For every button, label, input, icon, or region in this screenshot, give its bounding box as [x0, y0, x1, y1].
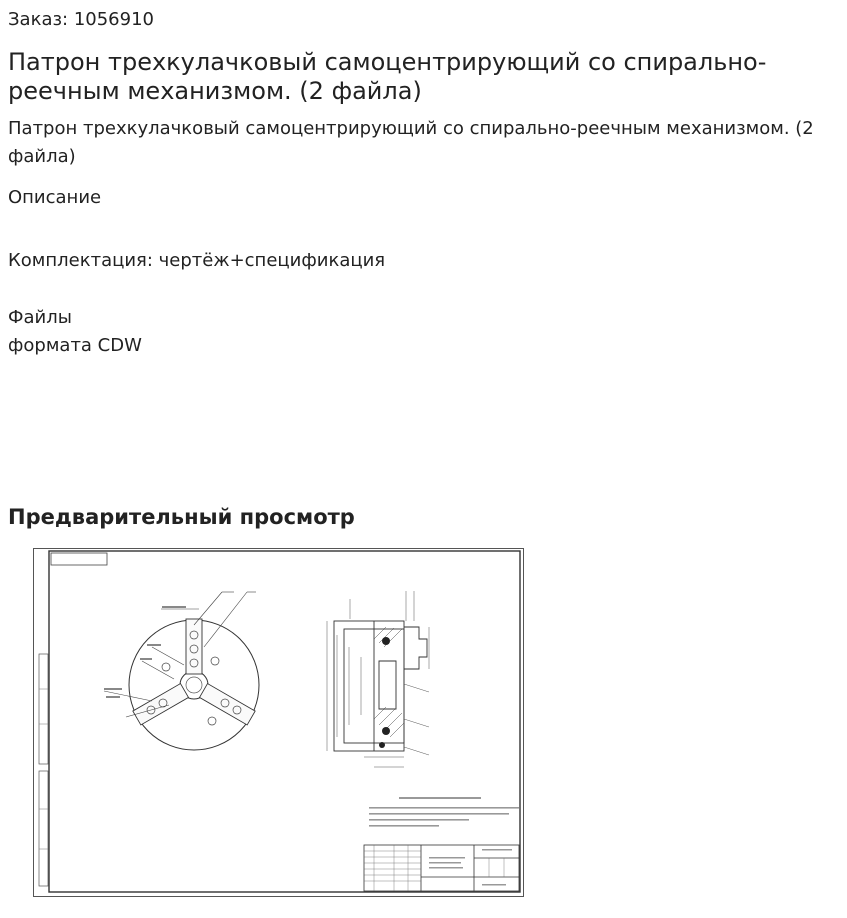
page-title: Патрон трехкулачковый самоцентрирующий со спирально-реечным механизмом. (2 файла) [8, 48, 767, 105]
preview-image[interactable] [33, 548, 524, 897]
technical-drawing [34, 549, 523, 896]
description-heading: Описание [8, 187, 102, 208]
product-subtitle: Патрон трехкулачковый самоцентрирующий со спирально-реечным механизмом. (2 файла) [8, 118, 814, 167]
preview-heading: Предварительный просмотр [8, 505, 355, 529]
files-format: формата CDW [8, 335, 142, 356]
files-heading: Файлы [8, 307, 72, 328]
order-number: Заказ: 1056910 [8, 9, 154, 30]
kit-contents: Комплектация: чертёж+спецификация [8, 250, 386, 271]
